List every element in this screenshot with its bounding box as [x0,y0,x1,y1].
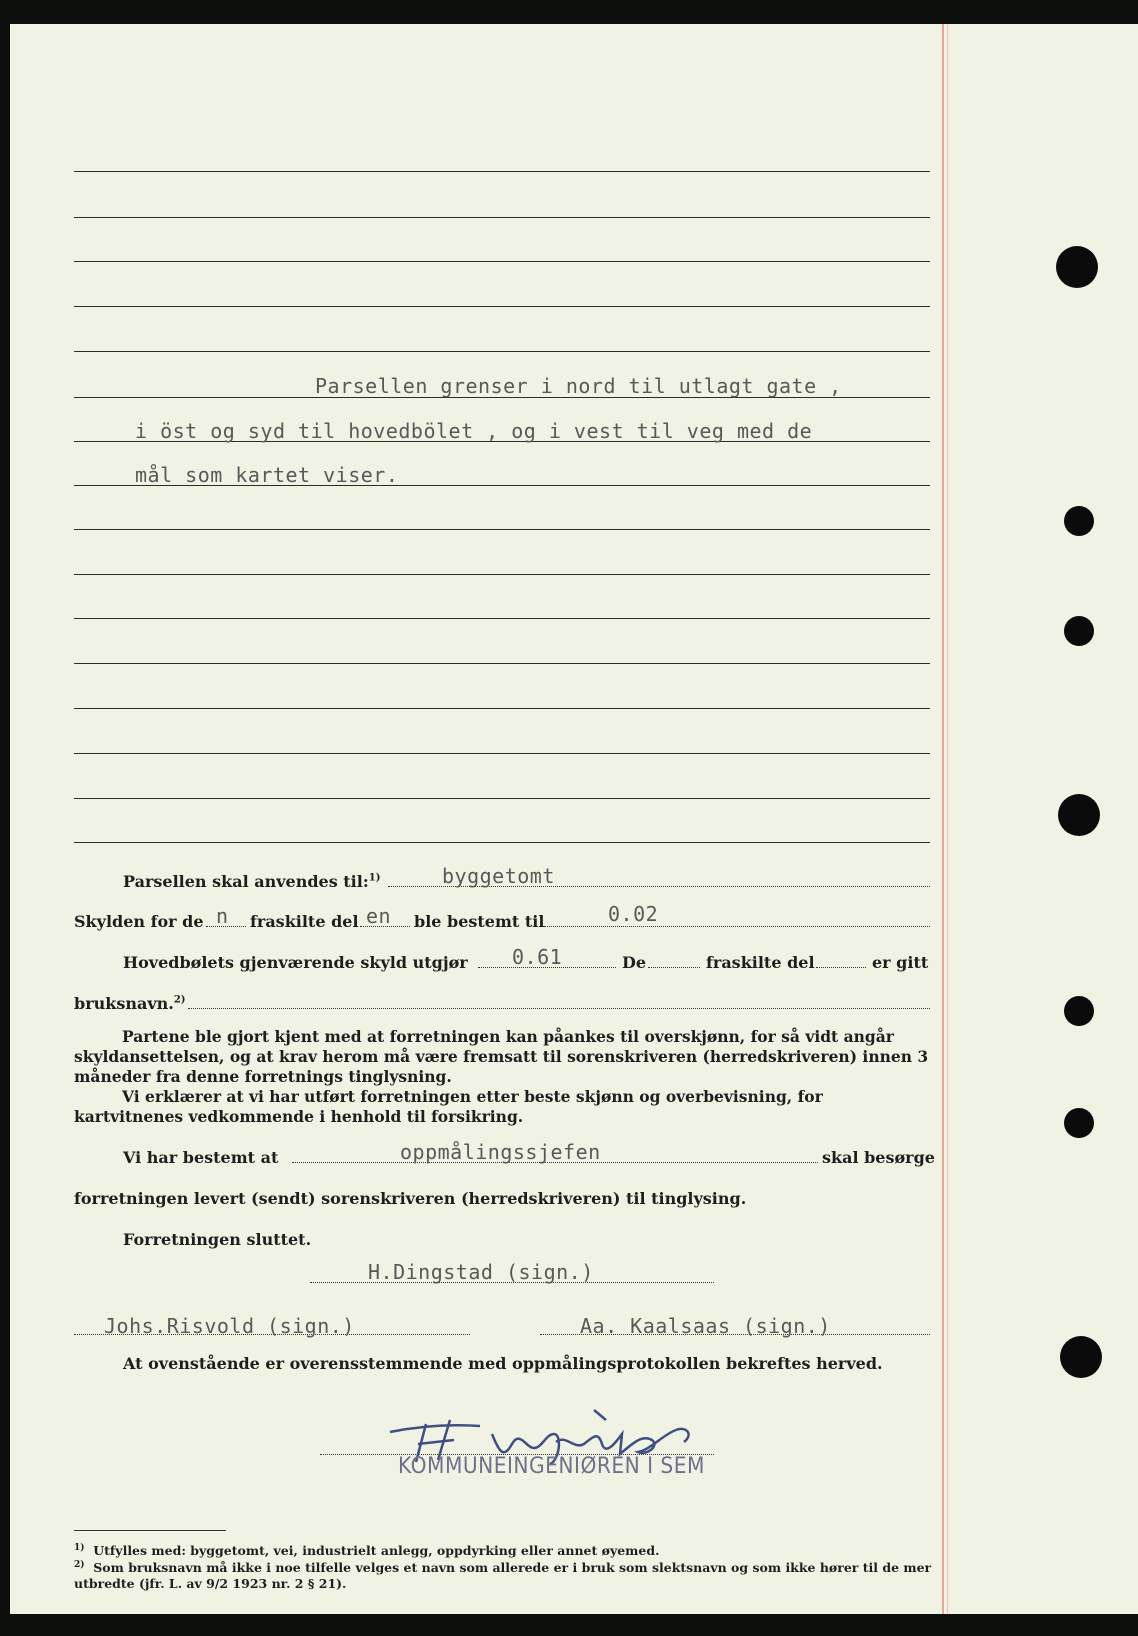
ruled-line [74,798,930,799]
de-label: De [622,953,647,972]
ruled-line [74,306,930,307]
boundary-line-1: Parsellen grenser i nord til utlagt gate , [315,374,842,398]
punch-hole [1058,794,1100,836]
punch-hole [1064,1108,1094,1138]
ruled-line [74,753,930,754]
remaining-label: Hovedbølets gjenværende skyld utgjør [123,953,468,972]
boundary-line-2: i öst og syd til hovedbölet , og i vest til veg med de [135,419,813,443]
closed-text: Forretningen sluttet. [123,1230,312,1249]
ruled-line [74,574,930,575]
debt-value: 0.02 [608,902,659,926]
footnote-1: $^{1)}$ Utfylles med: byggetomt, vei, industrielt anlegg, oppdyrking eller annet øyemed. [74,1543,660,1559]
document-page [10,24,1138,1614]
bruksnavn-label: bruksnavn.$^{2)}$ [74,994,186,1013]
footnote-2: $^{2)}$ Som bruksnavn må ikke i noe tilfelle velges et navn som allerede er i bruk som slektsnavn og som ikke hører til de mer utbredte (jfr. L. av 9/2 1923 nr. 2 § 21). [74,1560,932,1592]
delivered-text: forretningen levert (sendt) sorenskriveren (herredskriveren) til tinglysing. [74,1189,747,1208]
punch-hole [1060,1336,1102,1378]
debt-value-line [544,926,930,927]
suffix-n: n [216,904,229,928]
debt-label-a: Skylden for de [74,912,204,931]
confirm-text: At ovenstående er overensstemmende med oppmålingsprotokollen bekreftes herved. [123,1354,883,1373]
gitt-label: er gitt [872,953,929,972]
fraskilte-label: fraskilte del [706,953,815,972]
appeal-paragraph: Partene ble gjort kjent med at forretningen kan påankes til overskjønn, for så vidt angår skyldansettelsen, og at krav herom må være fremsatt til sorenskriveren (herredskriveren) innen 3 måneder fra denne forretnings tinglysning. [74,1027,929,1086]
de-field-line [648,967,700,968]
ruled-line [74,171,930,172]
ruled-line [74,663,930,664]
punch-hole [1064,506,1094,536]
responsible-suffix: skal besørge [822,1148,935,1167]
margin-line [942,24,944,1614]
punch-hole [1064,616,1094,646]
usage-value: byggetomt [442,864,555,888]
suffix-en: en [366,904,392,928]
remaining-value: 0.61 [512,945,563,969]
debt-label-b: fraskilte del [250,912,359,931]
ruled-line [74,351,930,352]
ruled-line [74,842,930,843]
boundary-line-3: mål som kartet viser. [135,463,399,487]
ruled-line [74,618,930,619]
punch-hole [1064,996,1094,1026]
bruksnavn-field-line [188,1008,930,1009]
declaration-paragraph: Vi erklærer at vi har utført forretningen etter beste skjønn og overbevisning, for kartvitnenes vedkommende i henhold til forsikring. [74,1087,823,1126]
signature-3: Aa. Kaalsaas (sign.) [580,1314,831,1338]
ruled-line [74,261,930,262]
ruled-line [74,708,930,709]
footnote-separator [74,1530,226,1531]
ruled-line [74,529,930,530]
fraskilte-field-line [816,967,866,968]
debt-label-c: ble bestemt til [414,912,545,931]
signature-2: Johs.Risvold (sign.) [104,1314,355,1338]
punch-hole [1056,246,1098,288]
usage-label: Parsellen skal anvendes til:$^{1)}$ [123,872,381,891]
responsible-value: oppmålingssjefen [400,1140,601,1164]
margin-line-secondary [947,24,948,1614]
responsible-label: Vi har bestemt at [123,1148,279,1167]
official-stamp: KOMMUNEINGENIØREN I SEM [398,1454,705,1479]
signature-1: H.Dingstad (sign.) [368,1260,594,1284]
ruled-line [74,217,930,218]
